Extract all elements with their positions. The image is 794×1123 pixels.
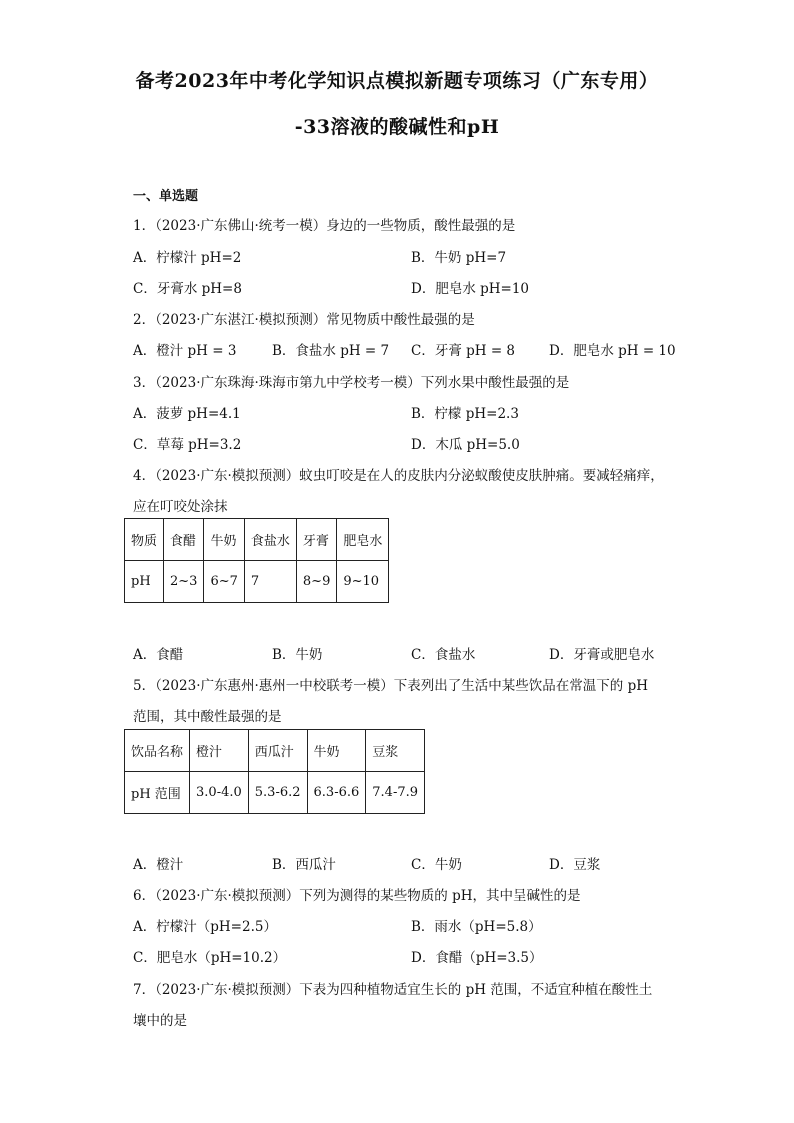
table-cell: 7 [244,561,296,603]
q1-option-c: C．牙膏水 pH=8 [133,281,242,297]
q4-table [124,518,389,603]
q7-stem-line2: 壤中的是 [133,1013,187,1029]
table-cell: 豆浆 [366,730,425,772]
q3-option-d: D．木瓜 pH=5.0 [411,437,520,453]
table-row [125,772,425,814]
table-cell: 西瓜汁 [248,730,307,772]
section-heading: 一、单选题 [133,189,199,204]
document-title-line1: 备考2023年中考化学知识点模拟新题专项练习（广东专用） [135,70,659,92]
q5-option-a: A．橙汁 [133,857,184,873]
table-cell: pH [125,561,164,603]
q5-stem-line2: 范围，其中酸性最强的是 [133,709,282,725]
q6-option-c: C．肥皂水（pH=10.2） [133,950,287,966]
q2-option-c: C．牙膏 pH = 8 [411,343,516,359]
q5-option-c: C．牛奶 [411,857,462,873]
table-cell: 2~3 [164,561,204,603]
q4-stem-line2: 应在叮咬处涂抹 [133,499,228,515]
table-cell: 5.3-6.2 [248,772,307,814]
q2-stem: 2．（2023·广东湛江·模拟预测）常见物质中酸性最强的是 [133,312,475,328]
q6-stem: 6．（2023·广东·模拟预测）下列为测得的某些物质的 pH，其中呈碱性的是 [133,888,581,904]
q3-stem: 3．（2023·广东珠海·珠海市第九中学校考一模）下列水果中酸性最强的是 [133,375,570,391]
q6-option-d: D．食醋（pH=3.5） [411,950,543,966]
q1-stem: 1．（2023·广东佛山·统考一模）身边的一些物质，酸性最强的是 [133,218,516,234]
document-title-line2: -33溶液的酸碱性和pH [294,116,500,138]
table-cell: 6.3-6.6 [307,772,366,814]
table-cell: 9~10 [337,561,389,603]
q5-option-b: B．西瓜汁 [272,857,336,873]
table-row [125,730,425,772]
table-cell: 6~7 [204,561,244,603]
q3-option-c: C．草莓 pH=3.2 [133,437,242,453]
q2-option-a: A．橙汁 pH = 3 [133,343,237,359]
table-row [125,561,389,603]
q2-option-d: D．肥皂水 pH = 10 [549,343,676,359]
q6-option-b: B．雨水（pH=5.8） [411,919,542,935]
table-cell: 8~9 [296,561,336,603]
table-cell: 食醋 [164,519,204,561]
table-cell: 饮品名称 [125,730,190,772]
table-cell: 橙汁 [190,730,249,772]
table-cell: 牛奶 [204,519,244,561]
q2-option-b: B．食盐水 pH = 7 [272,343,390,359]
q7-stem-line1: 7．（2023·广东·模拟预测）下表为四种植物适宜生长的 pH 范围，不适宜种植在酸性土 [133,982,653,998]
q4-option-c: C．食盐水 [411,647,476,663]
q1-option-a: A．柠檬汁 pH=2 [133,250,242,266]
q6-option-a: A．柠檬汁（pH=2.5） [133,919,277,935]
q1-option-b: B．牛奶 pH=7 [411,250,507,266]
q4-option-d: D．牙膏或肥皂水 [549,647,655,663]
q3-option-a: A．菠萝 pH=4.1 [133,406,241,422]
table-cell: 牙膏 [296,519,336,561]
q4-option-a: A．食醋 [133,647,184,663]
table-cell: 7.4-7.9 [366,772,425,814]
q4-stem-line1: 4．（2023·广东·模拟预测）蚊虫叮咬是在人的皮肤内分泌蚁酸使皮肤肿痛。要减轻痛痒， [133,468,664,484]
q5-option-d: D．豆浆 [549,857,601,873]
table-cell: 肥皂水 [337,519,389,561]
q5-table [124,729,425,814]
table-row [125,519,389,561]
q3-option-b: B．柠檬 pH=2.3 [411,406,519,422]
table-cell: 物质 [125,519,164,561]
table-cell: 3.0-4.0 [190,772,249,814]
q5-stem-line1: 5．（2023·广东惠州·惠州一中校联考一模）下表列出了生活中某些饮品在常温下的 pH [133,678,648,694]
table-cell: pH 范围 [125,772,190,814]
q1-option-d: D．肥皂水 pH=10 [411,281,530,297]
table-cell: 牛奶 [307,730,366,772]
q4-option-b: B．牛奶 [272,647,323,663]
table-cell: 食盐水 [244,519,296,561]
